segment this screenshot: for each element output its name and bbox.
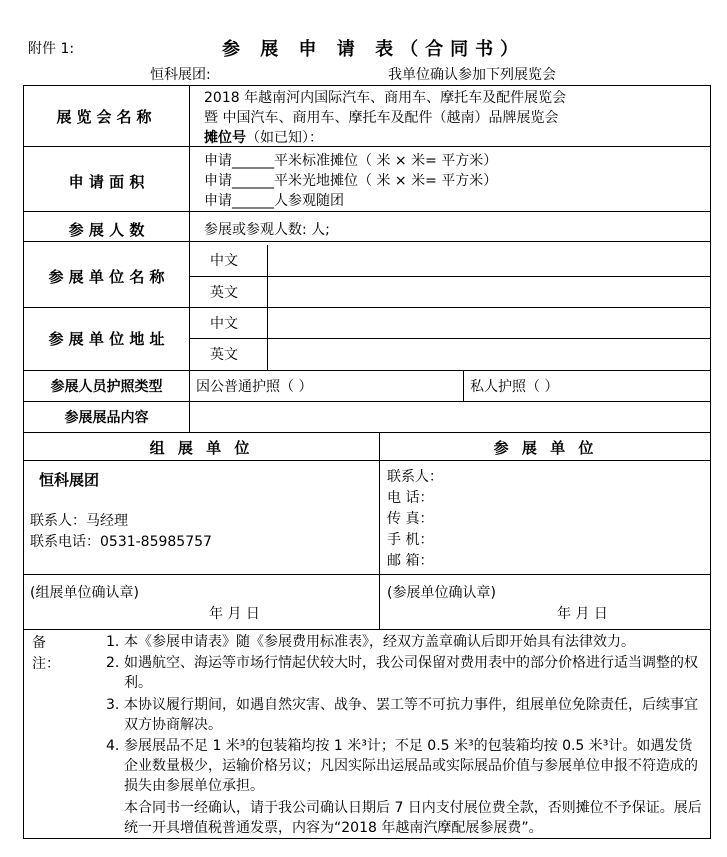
people-count-field[interactable]: 参展或参观人数: 人; xyxy=(204,222,330,238)
exhibitor-fax-field[interactable]: 传 真： xyxy=(387,511,434,527)
booth-number-label: 摊位号 xyxy=(204,130,246,146)
note-text: 本《参展申请表》随《参展费用标准表》，经双方盖章确认后即开始具有法律效力。 xyxy=(124,634,635,650)
exhibitor-mobile-field[interactable]: 手 机： xyxy=(387,532,434,548)
confirm-statement: 我单位确认参加下列展览会 xyxy=(388,67,556,83)
organizer-name: 恒科展团 xyxy=(39,471,100,489)
note-item-2 xyxy=(106,653,706,693)
unit-address-cn-label: 中文 xyxy=(210,316,238,332)
note-item-1 xyxy=(106,632,706,652)
exhibition-name-line2: 暨 中国汽车、商用车、摩托车及配件（越南）品牌展览会 xyxy=(204,110,559,126)
area-label: 申 请 面 积 xyxy=(68,173,145,191)
unit-name-label: 参 展 单 位 名 称 xyxy=(48,268,165,286)
area-standard-booth[interactable]: 申请______平米标准摊位（ 米 × 米= 平方米） xyxy=(204,153,498,169)
note-item-3 xyxy=(106,695,706,735)
area-visitors[interactable]: 申请______人参观随团 xyxy=(204,193,344,209)
application-form xyxy=(23,85,711,839)
passport-type-label: 参展人员护照类型 xyxy=(50,379,163,395)
attachment-label: 附件 1: xyxy=(28,41,75,57)
notes-label-2: 注： xyxy=(32,656,60,672)
passport-official[interactable]: 因公普通护照（ ） xyxy=(196,379,313,395)
note-number: 4. xyxy=(106,738,120,754)
exhibitor-contact-field[interactable]: 联系人： xyxy=(387,469,443,485)
products-label: 参展展品内容 xyxy=(64,410,149,426)
passport-private[interactable]: 私人护照（ ） xyxy=(470,379,559,395)
exhibitor-heading: 参 展 单 位 xyxy=(493,439,598,457)
booth-number[interactable] xyxy=(204,127,323,147)
note-text: 如遇航空、海运等市场行情起伏较大时，我公司保留对费用表中的部分价格进行适当调整的权利。 xyxy=(124,655,698,691)
exhibitor-seal-label: (参展单位确认章) xyxy=(387,585,496,601)
organizer-heading: 组 展 单 位 xyxy=(149,439,254,457)
organizer-contact: 联系人：马经理 xyxy=(30,513,128,529)
organizer-salutation: 恒科展团: xyxy=(150,67,211,83)
note-number: 3. xyxy=(106,697,120,713)
exhibitor-phone-field[interactable]: 电 话： xyxy=(387,490,434,506)
exhibitor-email-field[interactable]: 邮 箱： xyxy=(387,553,434,569)
people-count-label: 参 展 人 数 xyxy=(68,221,145,239)
unit-name-cn-label: 中文 xyxy=(210,253,238,269)
unit-address-en-label: 英文 xyxy=(210,347,238,363)
exhibition-name-line1: 2018 年越南河内国际汽车、商用车、摩托车及配件展览会 xyxy=(204,90,567,106)
note-number: 2. xyxy=(106,655,120,671)
note-closing xyxy=(106,798,706,838)
organizer-seal-label: (组展单位确认章) xyxy=(30,585,139,601)
unit-address-label: 参 展 单 位 地 址 xyxy=(48,330,165,348)
organizer-seal-date: 年 月 日 xyxy=(209,606,260,622)
area-raw-space[interactable]: 申请______平米光地摊位（ 米 × 米= 平方米） xyxy=(204,173,498,189)
note-number: 1. xyxy=(106,634,120,650)
exhibitor-seal-date: 年 月 日 xyxy=(557,606,608,622)
booth-number-hint: （如已知）： xyxy=(246,130,323,146)
note-text: 参展展品不足 1 米³的包装箱均按 1 米³计；不足 0.5 米³的包装箱均按 0.5 米³计。如遇发货企业数量极少，运输价格另议；凡因实际出运展品或实际展品价值与参展单位申报不符造成的损失由参展单位承担。 xyxy=(124,738,698,794)
note-text: 本协议履行期间，如遇自然灾害、战争、罢工等不可抗力事件，组展单位免除责任，后续事宜双方协商解决。 xyxy=(124,697,698,733)
note-item-4 xyxy=(106,736,706,796)
exhibition-name-label: 展览会名称 xyxy=(56,108,157,126)
form-title: 参 展 申 请 表（合同书） xyxy=(222,39,526,60)
notes-label-1: 备 xyxy=(32,635,46,651)
note-closing-text: 本合同书一经确认，请于我公司确认日期后 7 日内支付展位费全款，否则摊位不予保证。展后统一开具增值税普通发票，内容为“2018 年越南汽摩配展参展费”。 xyxy=(124,800,702,836)
organizer-phone: 联系电话：0531-85985757 xyxy=(30,534,212,550)
unit-name-en-label: 英文 xyxy=(210,285,238,301)
